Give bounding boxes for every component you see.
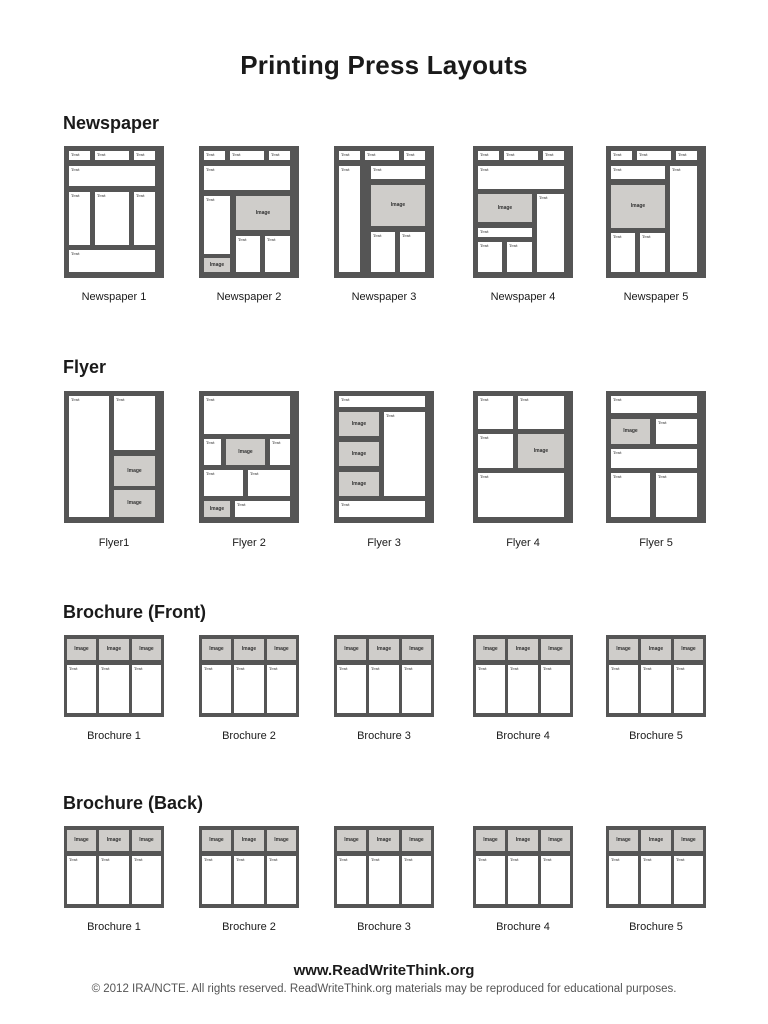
image-placeholder: Image (132, 639, 161, 660)
text-placeholder: Text (611, 151, 632, 160)
text-placeholder: Text (69, 250, 155, 272)
text-placeholder: Text (404, 151, 425, 160)
image-placeholder: Image (114, 490, 155, 517)
image-placeholder: Image (369, 830, 399, 851)
text-placeholder: Text (236, 236, 260, 272)
brofront-caption-1: Brochure 1 (87, 730, 141, 742)
text-placeholder: Text (69, 396, 109, 517)
text-placeholder: Text (95, 192, 129, 245)
image-placeholder: Image (641, 639, 671, 660)
text-placeholder: Text (267, 856, 296, 904)
newspaper-layout-3 (334, 146, 434, 278)
brofront-caption-3: Brochure 3 (357, 730, 411, 742)
text-placeholder: Text (504, 151, 538, 160)
text-placeholder: Text (369, 665, 399, 713)
flyer-layout-5 (606, 391, 706, 523)
image-placeholder: Image (202, 830, 231, 851)
image-placeholder: Image (202, 639, 231, 660)
broback-caption-5: Brochure 5 (629, 921, 683, 933)
image-placeholder: Image (114, 456, 155, 486)
image-placeholder: Image (99, 830, 129, 851)
image-placeholder: Image (402, 639, 431, 660)
text-placeholder: Text (365, 151, 399, 160)
text-placeholder: Text (641, 665, 671, 713)
image-placeholder: Image (99, 639, 129, 660)
text-placeholder: Text (132, 665, 161, 713)
text-placeholder: Text (67, 856, 96, 904)
flyer-layout-2 (199, 391, 299, 523)
text-placeholder: Text (507, 242, 532, 272)
text-placeholder: Text (476, 665, 505, 713)
image-placeholder: Image (541, 639, 570, 660)
image-placeholder: Image (369, 639, 399, 660)
flyer-caption-2: Flyer 2 (232, 537, 266, 549)
text-placeholder: Text (674, 665, 703, 713)
section-title-newspaper: Newspaper (63, 113, 160, 133)
image-placeholder: Image (267, 830, 296, 851)
flyer-caption-1: Flyer1 (98, 537, 130, 549)
text-placeholder: Text (339, 151, 360, 160)
text-placeholder: Text (371, 166, 425, 179)
text-placeholder: Text (134, 192, 155, 245)
image-placeholder: Image (611, 185, 665, 228)
image-placeholder: Image (476, 830, 505, 851)
broback-caption-2: Brochure 2 (222, 921, 276, 933)
text-placeholder: Text (339, 166, 360, 272)
image-placeholder: Image (67, 830, 96, 851)
image-placeholder: Image (337, 830, 366, 851)
text-placeholder: Text (541, 665, 570, 713)
section-title-brochure-back: Brochure (Back) (63, 793, 204, 813)
text-placeholder: Text (337, 665, 366, 713)
text-placeholder: Text (656, 419, 697, 444)
text-placeholder: Text (656, 473, 697, 517)
image-placeholder: Image (339, 442, 379, 466)
newspaper-layout-1 (64, 146, 164, 278)
image-placeholder: Image (541, 830, 570, 851)
text-placeholder: Text (339, 396, 425, 407)
text-placeholder: Text (114, 396, 155, 450)
text-placeholder: Text (69, 192, 90, 245)
brofront-layout-5 (606, 635, 706, 717)
text-placeholder: Text (611, 473, 650, 517)
text-placeholder: Text (99, 856, 129, 904)
footer-url[interactable]: www.ReadWriteThink.org (293, 962, 475, 979)
text-placeholder: Text (543, 151, 564, 160)
section-title-flyer: Flyer (63, 357, 107, 377)
image-placeholder: Image (508, 830, 538, 851)
text-placeholder: Text (676, 151, 697, 160)
text-placeholder: Text (204, 439, 221, 465)
text-placeholder: Text (478, 151, 499, 160)
text-placeholder: Text (478, 473, 564, 517)
image-placeholder: Image (611, 419, 650, 444)
text-placeholder: Text (478, 396, 513, 429)
image-placeholder: Image (609, 639, 638, 660)
image-placeholder: Image (641, 830, 671, 851)
text-placeholder: Text (270, 439, 290, 465)
text-placeholder: Text (640, 233, 665, 272)
brofront-caption-4: Brochure 4 (496, 730, 550, 742)
text-placeholder: Text (670, 166, 697, 272)
text-placeholder: Text (204, 151, 225, 160)
text-placeholder: Text (248, 470, 290, 496)
flyer-layout-3 (334, 391, 434, 523)
image-placeholder: Image (236, 196, 290, 230)
broback-caption-3: Brochure 3 (357, 921, 411, 933)
image-placeholder: Image (478, 194, 532, 222)
text-placeholder: Text (369, 856, 399, 904)
text-placeholder: Text (611, 166, 665, 179)
newspaper-layout-5 (606, 146, 706, 278)
text-placeholder: Text (508, 856, 538, 904)
text-placeholder: Text (265, 236, 290, 272)
broback-layout-5 (606, 826, 706, 908)
text-placeholder: Text (518, 396, 564, 429)
brofront-layout-2 (199, 635, 299, 717)
text-placeholder: Text (384, 412, 425, 496)
text-placeholder: Text (234, 856, 264, 904)
image-placeholder: Image (339, 472, 379, 496)
text-placeholder: Text (202, 856, 231, 904)
flyer-caption-4: Flyer 4 (506, 537, 540, 549)
text-placeholder: Text (537, 194, 564, 272)
newspaper-caption-4: Newspaper 4 (490, 291, 556, 303)
text-placeholder: Text (674, 856, 703, 904)
text-placeholder: Text (402, 856, 431, 904)
text-placeholder: Text (478, 228, 532, 237)
image-placeholder: Image (204, 258, 230, 272)
text-placeholder: Text (609, 856, 638, 904)
newspaper-caption-5: Newspaper 5 (623, 291, 689, 303)
text-placeholder: Text (611, 233, 635, 272)
text-placeholder: Text (402, 665, 431, 713)
text-placeholder: Text (204, 396, 290, 434)
image-placeholder: Image (204, 501, 230, 517)
image-placeholder: Image (132, 830, 161, 851)
newspaper-caption-3: Newspaper 3 (351, 291, 417, 303)
text-placeholder: Text (95, 151, 129, 160)
flyer-caption-3: Flyer 3 (367, 537, 401, 549)
text-placeholder: Text (234, 665, 264, 713)
text-placeholder: Text (269, 151, 290, 160)
text-placeholder: Text (69, 151, 90, 160)
footer-copyright: © 2012 IRA/NCTE. All rights reserved. ReadWriteThink.org materials may be reproduced for educational purposes. (91, 983, 677, 995)
text-placeholder: Text (267, 665, 296, 713)
text-placeholder: Text (611, 396, 697, 413)
text-placeholder: Text (609, 665, 638, 713)
text-placeholder: Text (478, 242, 502, 272)
text-placeholder: Text (641, 856, 671, 904)
image-placeholder: Image (508, 639, 538, 660)
broback-caption-4: Brochure 4 (496, 921, 550, 933)
flyer-caption-5: Flyer 5 (639, 537, 673, 549)
image-placeholder: Image (518, 434, 564, 468)
text-placeholder: Text (134, 151, 155, 160)
text-placeholder: Text (637, 151, 671, 160)
text-placeholder: Text (508, 665, 538, 713)
text-placeholder: Text (478, 166, 564, 189)
image-placeholder: Image (674, 830, 703, 851)
image-placeholder: Image (226, 439, 265, 465)
text-placeholder: Text (230, 151, 264, 160)
image-placeholder: Image (674, 639, 703, 660)
image-placeholder: Image (267, 639, 296, 660)
newspaper-caption-2: Newspaper 2 (216, 291, 282, 303)
newspaper-layout-4 (473, 146, 573, 278)
text-placeholder: Text (204, 166, 290, 190)
text-placeholder: Text (132, 856, 161, 904)
image-placeholder: Image (609, 830, 638, 851)
newspaper-layout-2 (199, 146, 299, 278)
flyer-layout-4 (473, 391, 573, 523)
image-placeholder: Image (476, 639, 505, 660)
text-placeholder: Text (67, 665, 96, 713)
image-placeholder: Image (234, 830, 264, 851)
text-placeholder: Text (99, 665, 129, 713)
text-placeholder: Text (337, 856, 366, 904)
brofront-layout-1 (64, 635, 164, 717)
image-placeholder: Image (234, 639, 264, 660)
text-placeholder: Text (371, 232, 395, 272)
text-placeholder: Text (202, 665, 231, 713)
text-placeholder: Text (541, 856, 570, 904)
broback-layout-1 (64, 826, 164, 908)
brofront-caption-5: Brochure 5 (629, 730, 683, 742)
text-placeholder: Text (478, 434, 513, 468)
brofront-caption-2: Brochure 2 (222, 730, 276, 742)
broback-layout-4 (473, 826, 573, 908)
text-placeholder: Text (69, 166, 155, 186)
image-placeholder: Image (337, 639, 366, 660)
image-placeholder: Image (371, 185, 425, 226)
image-placeholder: Image (402, 830, 431, 851)
text-placeholder: Text (204, 470, 243, 496)
newspaper-caption-1: Newspaper 1 (81, 291, 147, 303)
brofront-layout-3 (334, 635, 434, 717)
image-placeholder: Image (339, 412, 379, 436)
broback-layout-2 (199, 826, 299, 908)
image-placeholder: Image (67, 639, 96, 660)
text-placeholder: Text (204, 196, 230, 254)
text-placeholder: Text (400, 232, 425, 272)
text-placeholder: Text (476, 856, 505, 904)
flyer-layout-1 (64, 391, 164, 523)
text-placeholder: Text (611, 449, 697, 468)
broback-caption-1: Brochure 1 (87, 921, 141, 933)
section-title-brochure-front: Brochure (Front) (63, 602, 206, 622)
broback-layout-3 (334, 826, 434, 908)
text-placeholder: Text (235, 501, 290, 517)
brofront-layout-4 (473, 635, 573, 717)
page-title: Printing Press Layouts (240, 50, 528, 80)
text-placeholder: Text (339, 501, 425, 517)
